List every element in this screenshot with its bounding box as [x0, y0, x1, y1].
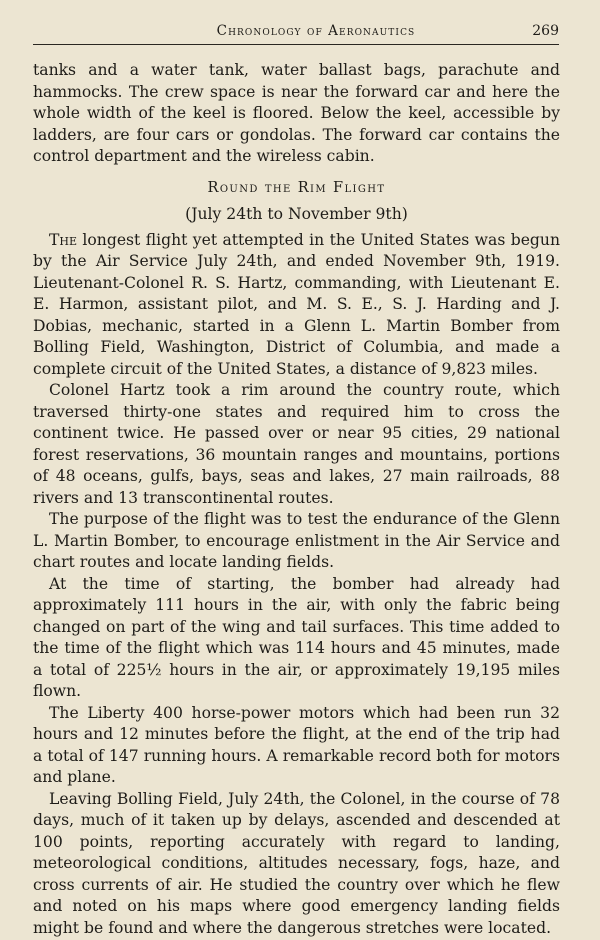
section-title: Round the Rim Flight: [207, 179, 386, 196]
paragraph-1-text: longest flight yet attempted in the United States was begun by the Air Service July 24th, and ended November 9th, 1919. Lieutenant-Colonel R. S. Hartz, commanding, with Lieutenant E. E. Harmon, assistant pilot, and M. S. E., S. J. Harding and J. Dobias, mechanic, started in a Glenn L. Martin Bomber from Bolling Field, Washington, District of Columbia, and made a complete circuit of the United States, a distance of 9,823 miles.: [33, 230, 560, 378]
paragraph-6: Leaving Bolling Field, July 24th, the Colonel, in the course of 78 days, much of it taken up by delays, ascended and descended at 100 points, reporting accurately with regard to landing, meteorological conditions, altitudes necessary, fogs, haze, and cross currents of air. He studied the country over which he flew and noted on his maps where good emergency landing fields might be found and where the dangerous stretches were located.: [33, 789, 560, 937]
paragraph-5: The Liberty 400 horse-power motors which had been run 32 hours and 12 minutes before the flight, at the end of the trip had a total of 147 running hours. A remarkable record both for motors and plane.: [33, 703, 560, 786]
running-title: Chronology of Aeronautics: [216, 23, 416, 39]
continued-paragraph: tanks and a water tank, water ballast bags, parachute and hammocks. The crew space is near the forward car and here the whole width of the keel is floored. Below the keel, accessible by ladders, are four cars or gondolas. The forward car contains the control department and the wireless cabin.: [33, 61, 560, 165]
paragraph-1: [33, 230, 560, 381]
running-header: [33, 22, 559, 45]
lead-words: The: [49, 230, 78, 249]
page-number: 269: [532, 23, 559, 39]
paragraph-2: Colonel Hartz took a rim around the country route, which traversed thirty-one states and required him to cross the continent twice. He passed over or near 95 cities, 29 national forest reservations, 36 mountain ranges and mountains, portions of 48 oceans, gulfs, bays, seas and lakes, 27 main railroads, 88 rivers and 13 transcontinental routes.: [33, 381, 560, 507]
section-dates: (July 24th to November 9th): [185, 204, 408, 223]
body-text: [33, 60, 560, 939]
paragraph-4: At the time of starting, the bomber had already had approximately 111 hours in the air, with only the fabric being changed on part of the wing and tail surfaces. This time added to the time of the flight which was 114 hours and 45 minutes, made a total of 225½ hours in the air, or approximately 19,195 miles flown.: [33, 574, 560, 700]
paragraph-3: The purpose of the flight was to test the endurance of the Glenn L. Martin Bomber, to encourage enlistment in the Air Service and chart routes and locate landing fields.: [33, 510, 560, 571]
